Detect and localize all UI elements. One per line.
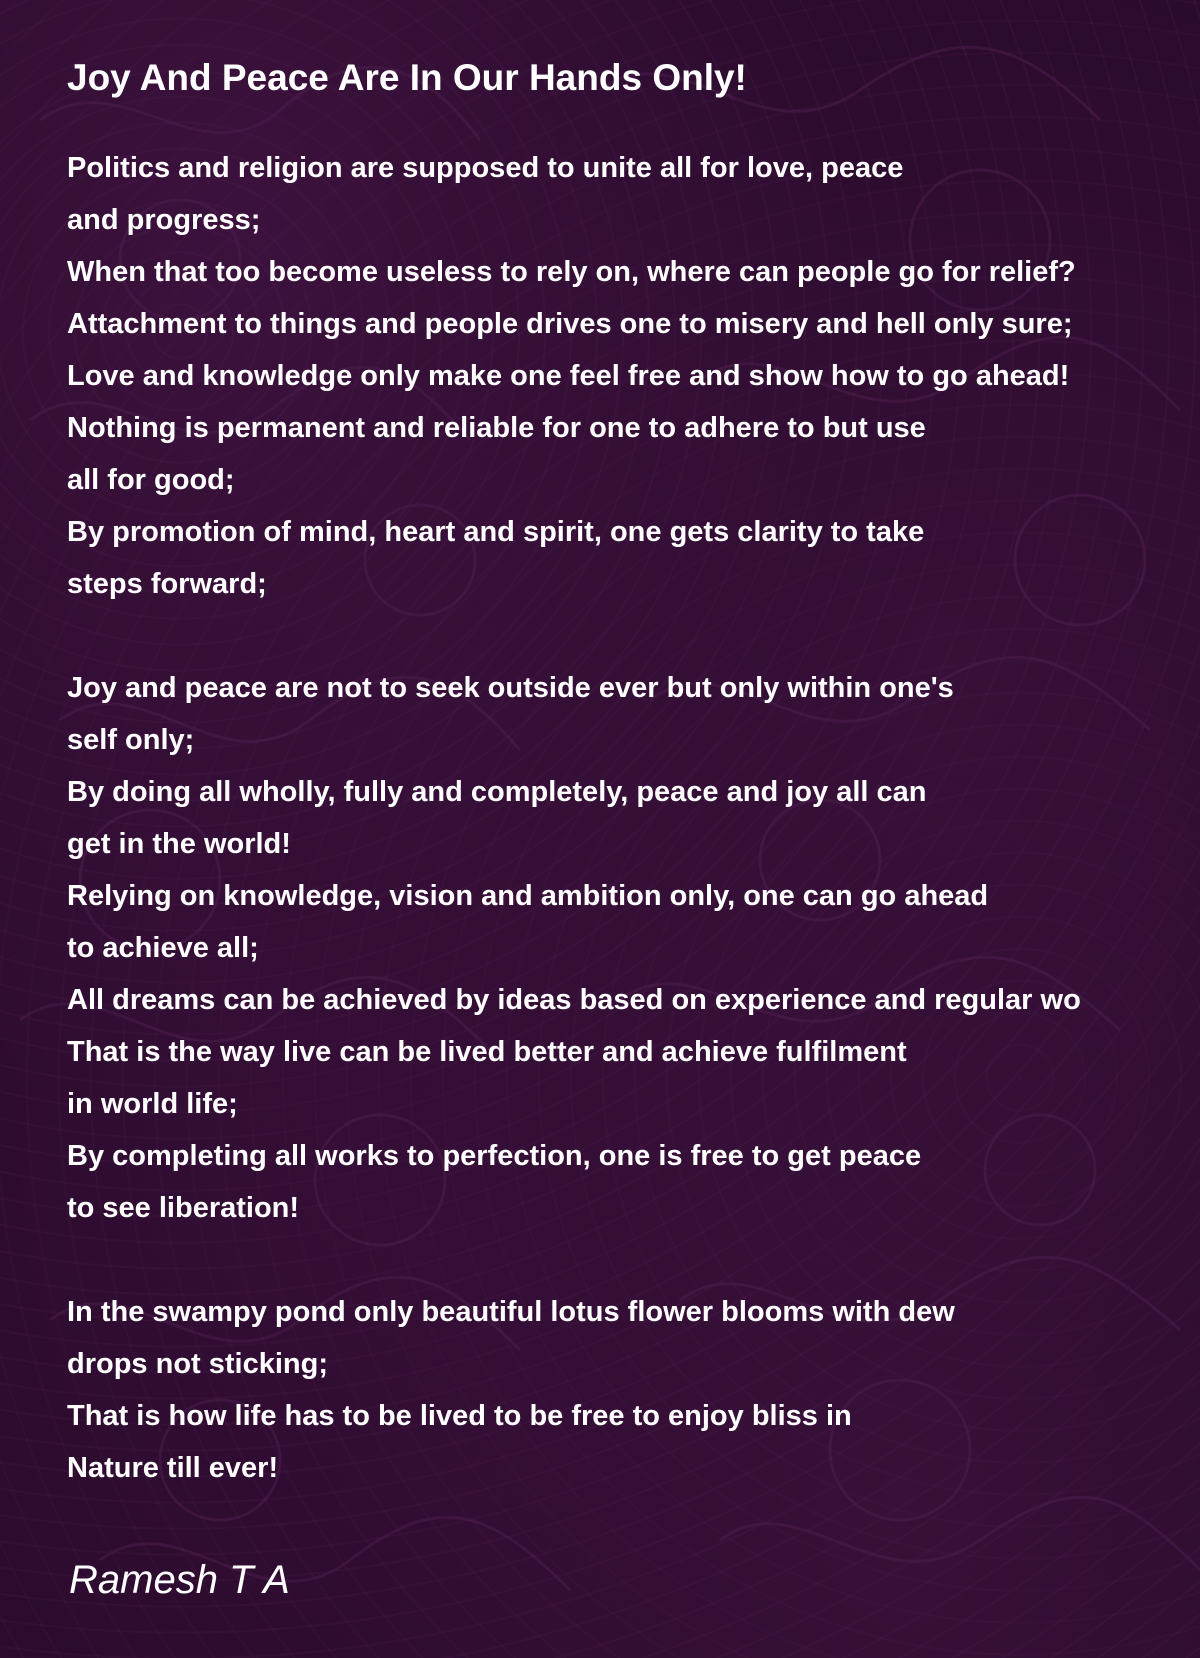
poem-line: Attachment to things and people drives one to misery and hell only sure; xyxy=(67,308,1073,340)
poem-line: drops not sticking; xyxy=(67,1348,328,1380)
poem-line: All dreams can be achieved by ideas based on experience and regular wo xyxy=(67,984,1081,1016)
poem-line: By completing all works to perfection, one is free to get peace xyxy=(67,1140,922,1172)
poem-line: Politics and religion are supposed to unite all for love, peace xyxy=(67,152,904,184)
poem-line: to achieve all; xyxy=(67,932,259,964)
poem-line: self only; xyxy=(67,724,195,756)
poem-line: In the swampy pond only beautiful lotus flower blooms with dew xyxy=(67,1296,955,1328)
poem-line: all for good; xyxy=(67,464,235,496)
stanza-2 xyxy=(67,662,1200,1234)
poem-line: in world life; xyxy=(67,1088,238,1120)
poem-line: When that too become useless to rely on, where can people go for relief? xyxy=(67,256,1076,288)
poem-line: steps forward; xyxy=(67,568,267,600)
poem-line: That is the way live can be lived better and achieve fulfilment xyxy=(67,1036,907,1068)
poem-line: and progress; xyxy=(67,204,261,236)
poem-container xyxy=(67,50,1200,1494)
poem-line: Nothing is permanent and reliable for one to adhere to but use xyxy=(67,412,926,444)
poem-line: By doing all wholly, fully and completely, peace and joy all can xyxy=(67,776,927,808)
stanza-1 xyxy=(67,142,1200,610)
poem-line: Relying on knowledge, vision and ambition only, one can go ahead xyxy=(67,880,989,912)
poem-title: Joy And Peace Are In Our Hands Only! xyxy=(67,57,747,98)
poem-author: Ramesh T A xyxy=(69,1558,290,1602)
poem-line: get in the world! xyxy=(67,828,291,860)
poem-line: Love and knowledge only make one feel free and show how to go ahead! xyxy=(67,360,1070,392)
poem-line: That is how life has to be lived to be free to enjoy bliss in xyxy=(67,1400,852,1432)
stanza-3 xyxy=(67,1286,1200,1494)
poem-line: to see liberation! xyxy=(67,1192,300,1224)
poem-line: Nature till ever! xyxy=(67,1452,279,1484)
poem-line: By promotion of mind, heart and spirit, one gets clarity to take xyxy=(67,516,925,548)
poem-line: Joy and peace are not to seek outside ever but only within one's xyxy=(67,672,954,704)
